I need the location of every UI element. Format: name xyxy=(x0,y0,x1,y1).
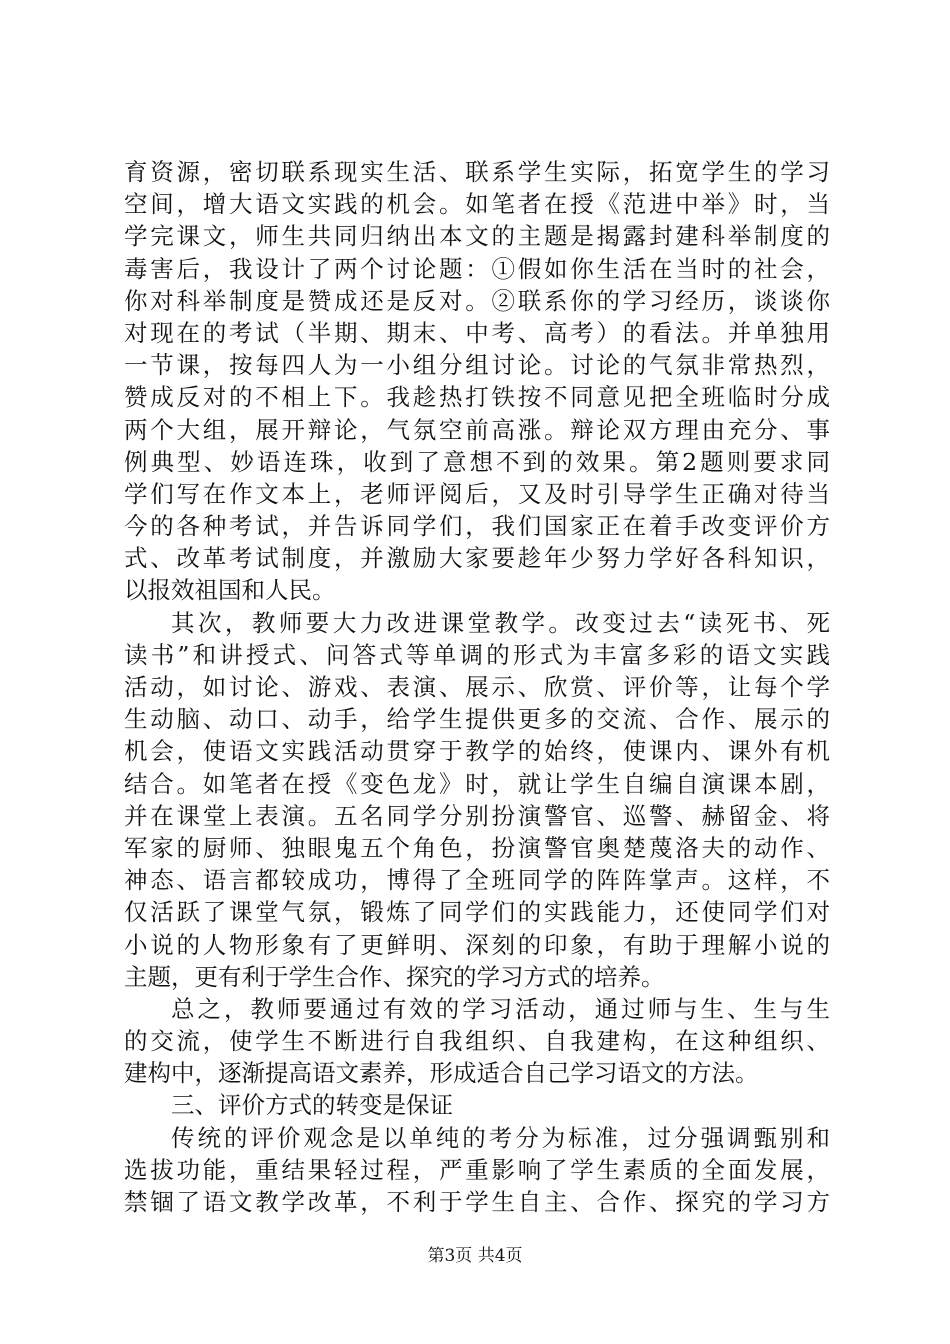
text-line: 建构中，逐渐提高语文素养，形成适合自己学习语文的方法。 xyxy=(124,1059,759,1088)
text-line: 读书”和讲授式、问答式等单调的形式为丰富多彩的语文实践 xyxy=(124,640,830,669)
text-line: 的交流，使学生不断进行自我组织、自我建构，在这种组织、 xyxy=(124,1027,830,1056)
text-line: 学完课文，师生共同归纳出本文的主题是揭露封建科举制度的 xyxy=(124,222,830,251)
text-line: 主题，更有利于学生合作、探究的学习方式的培养。 xyxy=(124,962,665,991)
text-line: 结合。如笔者在授《变色龙》时，就让学生自编自演课本剧， xyxy=(124,769,830,798)
text-line: 例典型、妙语连珠，收到了意想不到的效果。第2题则要求同 xyxy=(124,447,830,476)
text-line: 以报效祖国和人民。 xyxy=(124,576,336,605)
paragraph xyxy=(124,993,830,1090)
text-line: 式、改革考试制度，并激励大家要趁年少努力学好各科知识， xyxy=(124,544,830,573)
text-line: 并在课堂上表演。五名同学分别扮演警官、巡警、赫留金、将 xyxy=(124,801,830,830)
text-line: 赞成反对的不相上下。我趁热打铁按不同意见把全班临时分成 xyxy=(124,383,830,412)
text-line: 学们写在作文本上，老师评阅后，又及时引导学生正确对待当 xyxy=(124,479,830,508)
text-line: 生动脑、动口、动手，给学生提供更多的交流、合作、展示的 xyxy=(124,705,830,734)
text-line: 活动，如讨论、游戏、表演、展示、欣赏、评价等，让每个学 xyxy=(124,673,830,701)
page-footer: 第3页 共4页 xyxy=(427,1246,523,1266)
paragraph xyxy=(124,156,830,607)
text-line: 其次，教师要大力改进课堂教学。改变过去“读死书、死 xyxy=(171,608,830,637)
text-line: 一节课，按每四人为一小组分组讨论。讨论的气氛非常热烈， xyxy=(124,351,830,380)
text-line: 神态、语言都较成功，博得了全班同学的阵阵掌声。这样，不 xyxy=(124,866,830,895)
text-line: 毒害后，我设计了两个讨论题：①假如你生活在当时的社会， xyxy=(124,254,830,283)
text-line: 今的各种考试，并告诉同学们，我们国家正在着手改变评价方 xyxy=(124,512,830,541)
text-line: 传统的评价观念是以单纯的考分为标准，过分强调甄别和 xyxy=(171,1123,830,1152)
text-line: 仅活跃了课堂气氛，锻炼了同学们的实践能力，还使同学们对 xyxy=(124,898,830,927)
paragraph xyxy=(124,1122,830,1219)
text-line: 空间，增大语文实践的机会。如笔者在授《范进中举》时，当 xyxy=(124,190,830,219)
text-line: 三、评价方式的转变是保证 xyxy=(171,1091,453,1120)
text-line: 禁锢了语文教学改革，不利于学生自主、合作、探究的学习方 xyxy=(124,1188,830,1216)
text-line: 机会，使语文实践活动贯穿于教学的始终，使课内、课外有机 xyxy=(124,737,830,766)
text-line: 两个大组，展开辩论，气氛空前高涨。辩论双方理由充分、事 xyxy=(124,415,830,444)
text-line: 军家的厨师、独眼鬼五个角色，扮演警官奥楚蔑洛夫的动作、 xyxy=(124,833,830,862)
paragraph xyxy=(124,1089,830,1121)
paragraph xyxy=(124,607,830,993)
document-body xyxy=(124,156,830,1218)
text-line: 小说的人物形象有了更鲜明、深刻的印象，有助于理解小说的 xyxy=(124,930,830,959)
text-line: 对现在的考试（半期、期末、中考、高考）的看法。并单独用 xyxy=(124,318,830,347)
text-line: 总之，教师要通过有效的学习活动，通过师与生、生与生 xyxy=(171,994,830,1023)
text-line: 你对科举制度是赞成还是反对。②联系你的学习经历，谈谈你 xyxy=(124,286,830,315)
text-line: 育资源，密切联系现实生活、联系学生实际，拓宽学生的学习 xyxy=(124,158,830,186)
text-line: 选拔功能，重结果轻过程，严重影响了学生素质的全面发展， xyxy=(124,1155,830,1184)
